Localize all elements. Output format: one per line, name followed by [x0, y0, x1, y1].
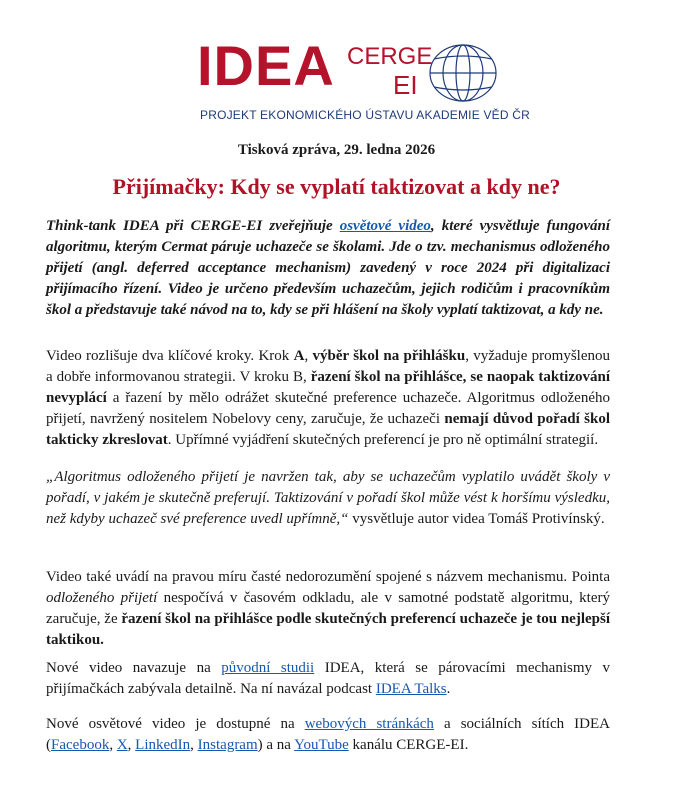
- body-paragraph-steps: [46, 346, 610, 451]
- press-release-date: Tisková zpráva, 29. ledna 2026: [237, 142, 436, 158]
- body-paragraph-availability: [46, 714, 610, 756]
- logo-ei-text: EI: [393, 70, 418, 100]
- lead-paragraph: [46, 216, 610, 321]
- paragraph-text: ,: [304, 348, 313, 364]
- page-title: Přijímačky: Kdy se vyplatí taktizovat a kdy ne?: [112, 174, 561, 199]
- original-study-link[interactable]: původní studii: [221, 660, 315, 676]
- paragraph-text: , vyžaduje promyšlenou a dobře informovanou strategii. V kroku B,: [46, 348, 610, 385]
- youtube-link[interactable]: YouTube: [294, 737, 349, 753]
- website-link[interactable]: webových stránkách: [304, 716, 434, 732]
- separator: ,: [190, 737, 198, 753]
- paragraph-text: a sociálních sítích IDEA (: [46, 716, 611, 753]
- globe-icon: [427, 42, 499, 104]
- separator: ,: [127, 737, 136, 753]
- logo-idea-wordmark: IDEA: [197, 34, 335, 97]
- paragraph-text: .: [446, 681, 451, 697]
- logo-cerge-text: CERGE: [347, 43, 433, 70]
- logo-subtitle: PROJEKT EKONOMICKÉHO ÚSTAVU AKADEMIE VĚD ČR: [200, 108, 530, 122]
- idea-cerge-ei-logo: [197, 34, 530, 124]
- paragraph-text: a řazení by mělo odrážet skutečné preference uchazeče. Algoritmus odloženého přijetí, navržený nositelem Nobelovy ceny, zaručuje, že uchazeči: [46, 390, 610, 427]
- linkedin-link[interactable]: LinkedIn: [135, 737, 191, 753]
- paragraph-text: kanálu CERGE-EI.: [348, 737, 469, 753]
- paragraph-text: . Upřímné vyjádření skutečných preferencí je pro ně optimální strategií.: [167, 432, 599, 448]
- instagram-link[interactable]: Instagram: [197, 737, 258, 753]
- paragraph-text: Video také uvádí na pravou míru časté nedorozumění spojené s názvem mechanismu. Pointa: [46, 569, 610, 585]
- italic-text: odloženého přijetí: [46, 590, 158, 606]
- paragraph-text: ) a na: [257, 737, 295, 753]
- lead-text: , které vysvětluje fungování algoritmu, kterým Cermat páruje uchazeče se školami. Jde o tzv. mechanismus odloženého přijetí (angl. deferred acceptance mechanism) zavedený v roce 2024 při digitalizaci přijímacího řízení. Video je určeno především uchazečům, jejich rodičům i pracovníkům škol a představuje také návod na to, kdy se při hlášení na školy vyplatí taktizovat, a kdy ne.: [46, 218, 610, 318]
- bold-text: výběr škol na přihlášku: [312, 348, 466, 364]
- body-paragraph-quote: [46, 467, 610, 530]
- bold-text: nemají důvod pořadí škol takticky zkreslovat: [46, 411, 610, 448]
- separator: ,: [109, 737, 117, 753]
- paragraph-text: nespočívá v časovém odkladu, ale v samotné podstatě algoritmu, který zaručuje, že: [46, 590, 610, 627]
- body-paragraph-misunderstanding: [46, 567, 610, 651]
- lead-text: Think-tank IDEA při CERGE-EI zveřejňuje: [46, 218, 340, 234]
- author-quote: „Algoritmus odloženého přijetí je navržen tak, aby se uchazečům vyplatilo uvádět školy v pořadí, v jakém je skutečně preferují. Taktizování v pořadí škol může vést k horšímu výsledku, než kdyby uchazeč své preference uvedl upřímně,“: [46, 469, 610, 527]
- x-link[interactable]: X: [116, 737, 128, 753]
- idea-talks-link[interactable]: IDEA Talks: [375, 681, 447, 697]
- paragraph-text: Video rozlišuje dva klíčové kroky. Krok: [46, 348, 294, 364]
- bold-text: řazení škol na přihlášce podle skutečných preferencí uchazeče je tou nejlepší taktikou.: [46, 611, 610, 648]
- paragraph-text: IDEA, která se párovacími mechanismy v přijímačkách zabývala detailně. Na ní navázal podcast: [46, 660, 610, 697]
- paragraph-text: vysvětluje autor videa Tomáš Protivínský.: [348, 511, 605, 527]
- body-paragraph-study: [46, 658, 610, 700]
- paragraph-text: Nové osvětové video je dostupné na: [46, 716, 305, 732]
- step-a-label: A: [293, 348, 305, 364]
- explainer-video-link[interactable]: osvětové video: [339, 218, 431, 234]
- bold-text: řazení škol na přihlášce, se naopak taktizování nevyplácí: [46, 369, 610, 406]
- facebook-link[interactable]: Facebook: [51, 737, 110, 753]
- paragraph-text: Nové video navazuje na: [46, 660, 222, 676]
